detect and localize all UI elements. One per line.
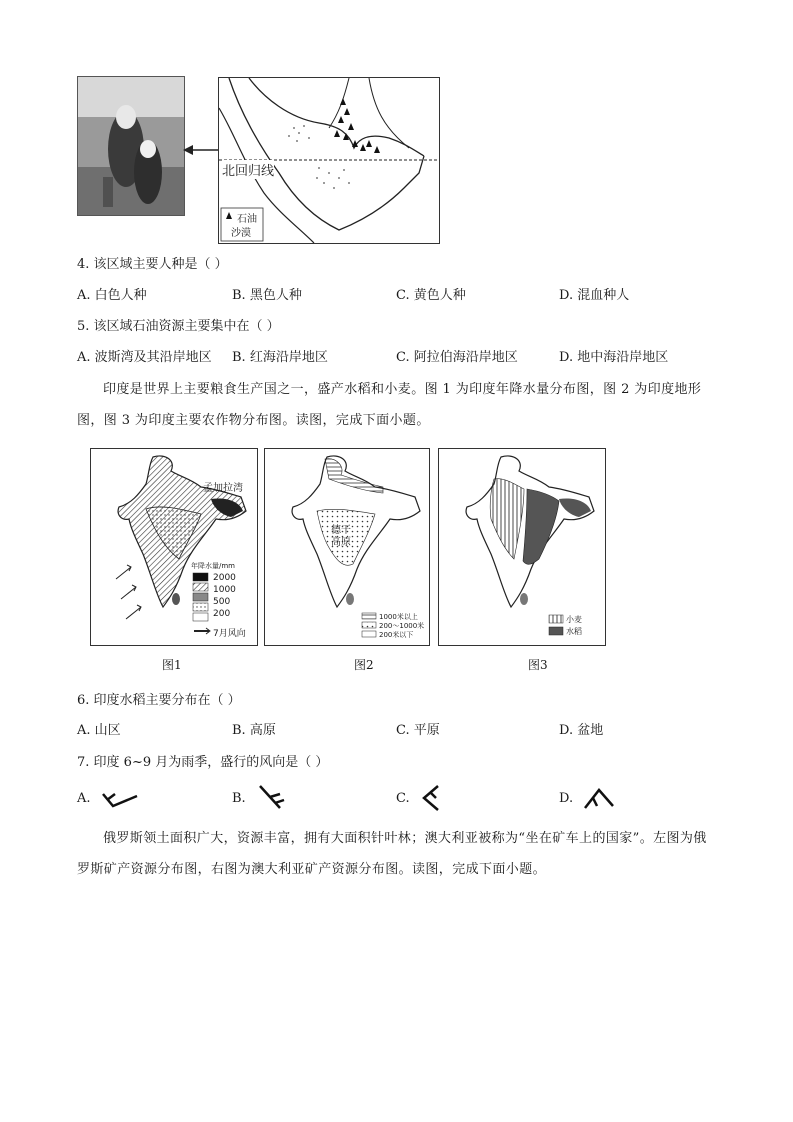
camel-photo — [77, 76, 185, 216]
india-map-3 — [438, 448, 606, 646]
q7-stem: 7. 印度 6~9 月为雨季，盛行的风向是（ ） — [77, 755, 329, 770]
q7-option-a-letter: A. — [77, 791, 91, 806]
india-intro-paragraph: 印度是世界上主要粮食生产国之一，盛产水稻和小麦。图 1 为印度年降水量分布图，图 2 为印度地形图，图 3 为印度主要农作物分布图。读图，完成下面小题。 — [77, 382, 702, 428]
caption-map-3: 图3 — [528, 658, 548, 672]
rainfall-legend-500: 500 — [213, 597, 231, 607]
legend-oil-label: 石油 — [237, 214, 257, 225]
terrain-legend-mid: 200～1000米 — [379, 622, 425, 630]
q7-option-c-letter: C. — [396, 791, 410, 806]
camel-photo-graphic — [78, 77, 184, 215]
q4-option-d[interactable]: D. 混血种人 — [559, 288, 630, 303]
q6-option-b[interactable]: B. 高原 — [232, 723, 276, 738]
q4-option-b[interactable]: B. 黑色人种 — [232, 288, 302, 303]
russia-australia-intro-paragraph: 俄罗斯领土面积广大，资源丰富，拥有大面积针叶林；澳大利亚被称为“坐在矿车上的国家”。左图为俄罗斯矿产资源分布图，右图为澳大利亚矿产资源分布图。读图，完成下面小题。 — [77, 831, 707, 877]
wind-symbol-c-icon — [420, 784, 450, 814]
crop-legend-wheat: 小麦 — [566, 615, 582, 624]
rainfall-legend-1000: 1000 — [213, 585, 236, 595]
caption-map-2: 图2 — [354, 658, 374, 672]
arabian-peninsula-map — [218, 77, 440, 244]
q4-option-c[interactable]: C. 黄色人种 — [396, 288, 466, 303]
wind-symbol-b-icon — [256, 784, 286, 814]
q6-option-d[interactable]: D. 盆地 — [559, 723, 604, 738]
deccan-plateau-label: 德干高原 — [331, 525, 351, 548]
crop-legend-rice: 水稻 — [566, 627, 582, 636]
terrain-legend-low: 200米以下 — [379, 631, 414, 639]
india-map-1 — [90, 448, 258, 646]
terrain-legend-high: 1000米以上 — [379, 613, 418, 621]
q5-option-d[interactable]: D. 地中海沿岸地区 — [559, 350, 669, 365]
bay-of-bengal-label: 孟加拉湾 — [203, 483, 243, 494]
q7-option-d-letter: D. — [559, 791, 574, 806]
rainfall-legend-2000: 2000 — [213, 573, 236, 583]
legend-desert-label: 沙漠 — [231, 228, 251, 239]
wind-symbol-d-icon — [583, 784, 615, 814]
q5-stem: 5. 该区域石油资源主要集中在（ ） — [77, 319, 280, 334]
q5-option-c[interactable]: C. 阿拉伯海沿岸地区 — [396, 350, 518, 365]
q4-option-a[interactable]: A. 白色人种 — [77, 288, 147, 303]
q6-option-c[interactable]: C. 平原 — [396, 723, 440, 738]
wind-symbol-a-icon — [101, 784, 141, 814]
wind-legend-label: 7月风向 — [213, 629, 246, 639]
q5-option-b[interactable]: B. 红海沿岸地区 — [232, 350, 328, 365]
q4-stem: 4. 该区域主要人种是（ ） — [77, 257, 228, 272]
caption-map-1: 图1 — [162, 658, 182, 672]
rainfall-legend-200: 200 — [213, 609, 231, 619]
rainfall-legend-title: 年降水量/mm — [191, 562, 235, 570]
india-map-2 — [264, 448, 430, 646]
q6-stem: 6. 印度水稻主要分布在（ ） — [77, 693, 241, 708]
q5-option-a[interactable]: A. 波斯湾及其沿岸地区 — [77, 350, 212, 365]
q6-option-a[interactable]: A. 山区 — [77, 723, 121, 738]
q7-option-b-letter: B. — [232, 791, 246, 806]
tropic-label: 北回归线 — [222, 160, 274, 179]
